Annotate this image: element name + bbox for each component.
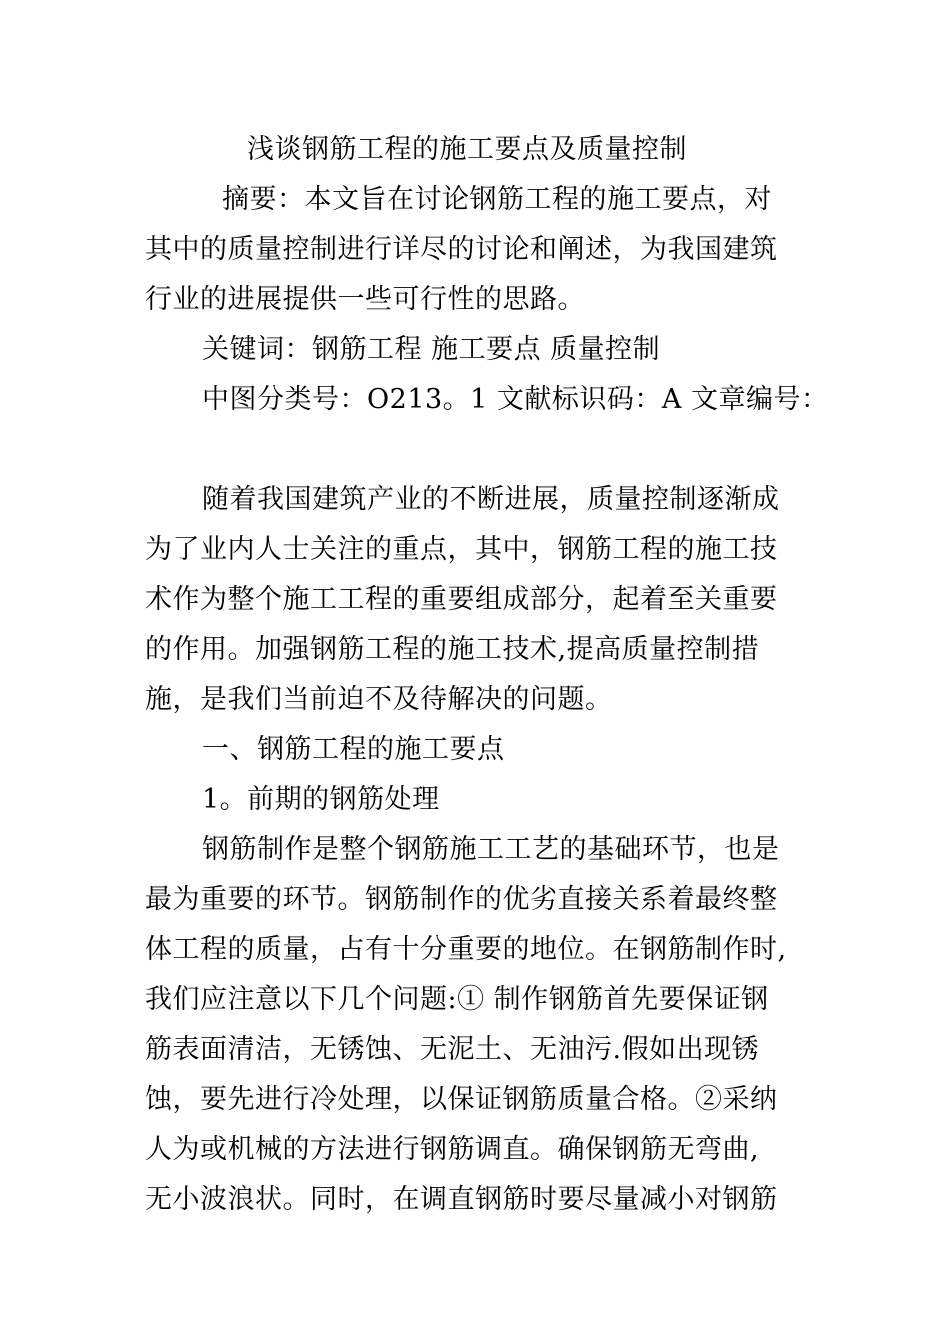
body-line-10: 筋表面清洁，无锈蚀、无泥土、无油污.假如出现锈: [145, 1034, 760, 1065]
body-line-2: 为了业内人士关注的重点，其中，钢筋工程的施工技: [145, 534, 778, 565]
document-title: 浅谈钢筋工程的施工要点及质量控制: [247, 134, 687, 165]
body-line-13: 无小波浪状。同时，在调直钢筋时要尽量减小对钢筋: [145, 1184, 778, 1215]
abstract-line-3: 行业的进展提供一些可行性的思路。: [145, 284, 585, 315]
keywords-line: 关键词：钢筋工程 施工要点 质量控制: [202, 334, 661, 365]
body-line-11: 蚀，要先进行冷处理，以保证钢筋质量合格。②采纳: [145, 1084, 778, 1115]
body-line-8: 体工程的质量，占有十分重要的地位。在钢筋制作时,: [145, 934, 787, 965]
body-line-4: 的作用。加强钢筋工程的施工技术,提高质量控制措: [145, 634, 760, 665]
body-line-3: 术作为整个施工工程的重要组成部分，起着至关重要: [145, 584, 778, 615]
section-heading: 一、钢筋工程的施工要点: [202, 734, 505, 765]
body-line-12: 人为或机械的方法进行钢筋调直。确保钢筋无弯曲,: [145, 1134, 760, 1165]
body-line-9: 我们应注意以下几个问题:① 制作钢筋首先要保证钢: [145, 984, 769, 1015]
body-line-1: 随着我国建筑产业的不断进展，质量控制逐渐成: [202, 484, 780, 515]
body-line-7: 最为重要的环节。钢筋制作的优劣直接关系着最终整: [145, 884, 778, 915]
subsection-heading: 1。前期的钢筋处理: [202, 784, 440, 815]
body-line-5: 施，是我们当前迫不及待解决的问题。: [145, 684, 613, 715]
abstract-line-1: 摘要：本文旨在讨论钢筋工程的施工要点，对: [222, 184, 772, 215]
abstract-line-2: 其中的质量控制进行详尽的讨论和阐述，为我国建筑: [145, 234, 778, 265]
classification-line: 中图分类号：O213。1 文献标识码：A 文章编号：: [202, 384, 829, 415]
body-line-6: 钢筋制作是整个钢筋施工工艺的基础环节，也是: [202, 834, 780, 865]
